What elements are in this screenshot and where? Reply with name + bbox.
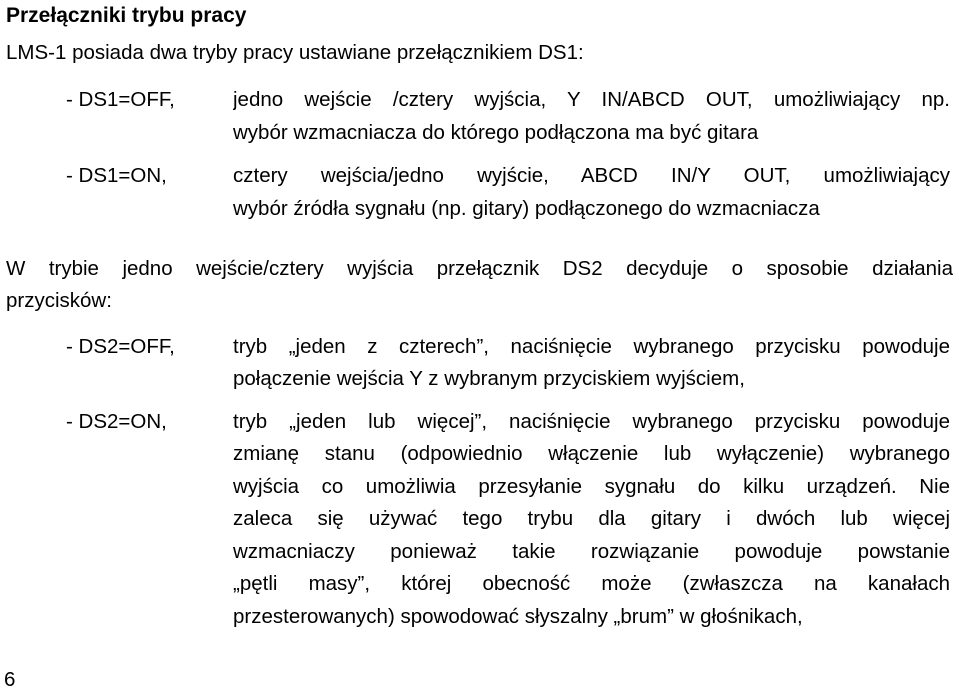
ds1-off-line-1: jedno wejście /cztery wyjścia, Y IN/ABCD OUT, umożliwiający np.	[233, 88, 950, 111]
ds1-on-label: - DS1=ON,	[66, 164, 167, 187]
paragraph-line-2: przycisków:	[6, 289, 112, 312]
ds1-off-line-2: wybór wzmacniacza do którego podłączona ma być gitara	[233, 121, 759, 144]
page-number: 6	[4, 668, 16, 691]
ds2-off-line-1: tryb „jeden z czterech”, naciśnięcie wybranego przycisku powoduje	[233, 335, 950, 358]
ds2-off-line-2: połączenie wejścia Y z wybranym przyciskiem wyjściem,	[233, 367, 745, 390]
ds2-on-line-4: zaleca się używać tego trybu dla gitary i dwóch lub więcej	[233, 507, 950, 530]
ds2-on-line-6: „pętli masy”, której obecność może (zwłaszcza na kanałach	[233, 572, 950, 595]
ds2-on-line-7: przesterowanych) spowodować słyszalny „brum” w głośnikach,	[233, 605, 803, 628]
section-title: Przełączniki trybu pracy	[6, 4, 247, 27]
ds1-off-label: - DS1=OFF,	[66, 88, 175, 111]
ds2-on-line-2: zmianę stanu (odpowiednio włączenie lub wyłączenie) wybranego	[233, 442, 950, 465]
ds2-on-line-3: wyjścia co umożliwia przesyłanie sygnału do kilku urządzeń. Nie	[233, 475, 950, 498]
paragraph-line-1: W trybie jedno wejście/cztery wyjścia przełącznik DS2 decyduje o sposobie działania	[6, 257, 953, 280]
ds1-on-line-2: wybór źródła sygnału (np. gitary) podłączonego do wzmacniacza	[233, 197, 820, 220]
ds2-on-label: - DS2=ON,	[66, 410, 167, 433]
ds2-off-label: - DS2=OFF,	[66, 335, 175, 358]
ds1-on-line-1: cztery wejścia/jedno wyjście, ABCD IN/Y OUT, umożliwiający	[233, 164, 950, 187]
intro-text: LMS-1 posiada dwa tryby pracy ustawiane przełącznikiem DS1:	[6, 41, 584, 64]
ds2-on-line-5: wzmacniaczy ponieważ takie rozwiązanie powoduje powstanie	[233, 540, 950, 563]
ds2-on-line-1: tryb „jeden lub więcej”, naciśnięcie wybranego przycisku powoduje	[233, 410, 950, 433]
